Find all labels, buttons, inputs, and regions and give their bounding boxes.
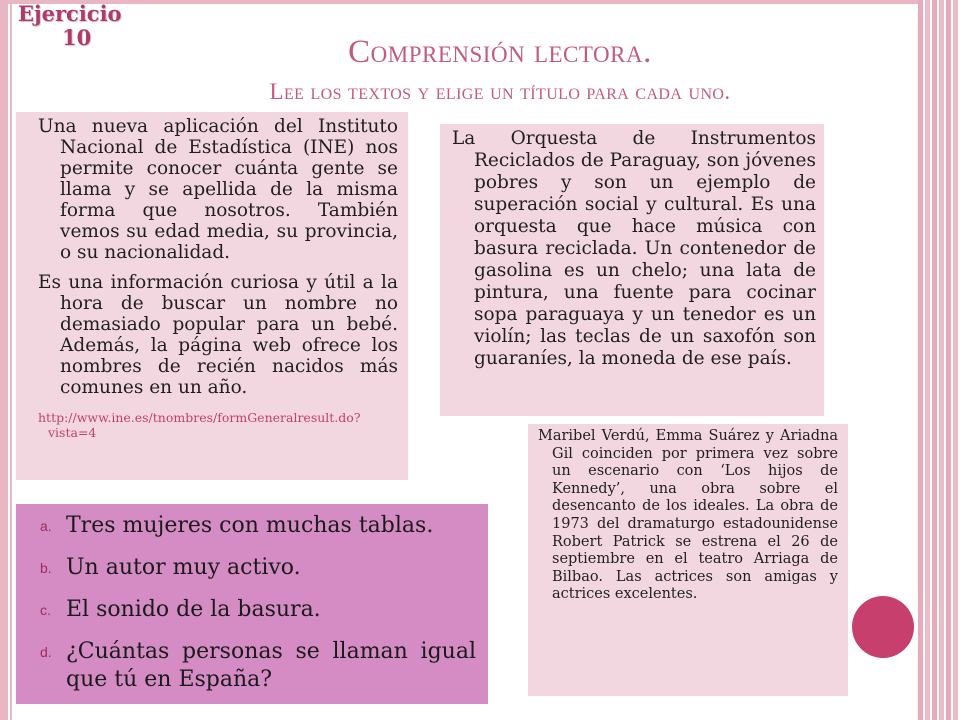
option-text: Un autor muy activo. <box>66 555 301 580</box>
teatro-paragraph: Maribel Verdú, Emma Suárez y Ariadna Gil coinciden por primera vez sobre un escenario con ‘Los hijos de Kennedy’, una obra sobre el desencanto de los ideales. La obra de 1973 del dramaturgo estadounidense Robert Patrick se estrena el 26 de septiembre en el teatro Arriaga de Bilbao. Las actrices son amigas y actrices excelentes. <box>538 428 838 603</box>
orquesta-paragraph: La Orquesta de Instrumentos Reciclados de Paraguay, son jóvenes pobres y son un ejemplo de superación social y cultural. Es una orquesta que hace música con basura reciclada. Un contenedor de gasolina es un chelo; una lata de pintura, una fuente para cocinar sopa paraguaya y un tenedor es un violín; las teclas de un saxofón son guaraníes, la moneda de ese país. <box>452 128 816 369</box>
title-option-d <box>28 636 476 694</box>
slide-frame-right-stripes <box>918 0 960 720</box>
ine-source-link[interactable]: http://www.ine.es/tnombres/formGeneralresult.do?vista=4 <box>38 410 361 440</box>
title-option-c <box>28 594 476 626</box>
exercise-label <box>18 2 128 50</box>
slide-frame-top <box>0 0 960 4</box>
option-marker: a. <box>40 518 52 534</box>
exercise-number: 10 <box>62 25 92 50</box>
option-marker: b. <box>40 560 52 576</box>
option-marker: c. <box>40 602 51 618</box>
text-box-orquesta <box>440 124 824 416</box>
page-subtitle: Lee los textos y elige un título para cada uno. <box>269 79 731 104</box>
title-option-a <box>28 510 476 542</box>
ine-paragraph-1: Una nueva aplicación del Instituto Nacional de Estadística (INE) nos permite conocer cuánta gente se llama y se apellida de la misma forma que nosotros. También vemos su edad media, su provincia, o su nacionalidad. <box>38 116 398 263</box>
option-text: El sonido de la basura. <box>66 597 321 622</box>
exercise-label-text: Ejercicio <box>18 1 122 26</box>
text-box-ine <box>16 112 408 480</box>
option-text: Tres mujeres con muchas tablas. <box>66 513 434 538</box>
option-marker: d. <box>40 644 52 660</box>
text-box-teatro <box>528 424 848 696</box>
page-title: Comprensión lectora. <box>348 34 652 70</box>
decorative-circle <box>852 596 914 658</box>
title-option-b <box>28 552 476 584</box>
ine-paragraph-2: Es una información curiosa y útil a la hora de buscar un nombre no demasiado popular para un bebé. Además, la página web ofrece los nombres de recién nacidos más comunes en un año. <box>38 272 398 398</box>
slide-frame-left <box>0 0 12 720</box>
title-options-list <box>16 504 488 704</box>
option-text: ¿Cuántas personas se llaman igual que tú en España? <box>66 639 476 692</box>
